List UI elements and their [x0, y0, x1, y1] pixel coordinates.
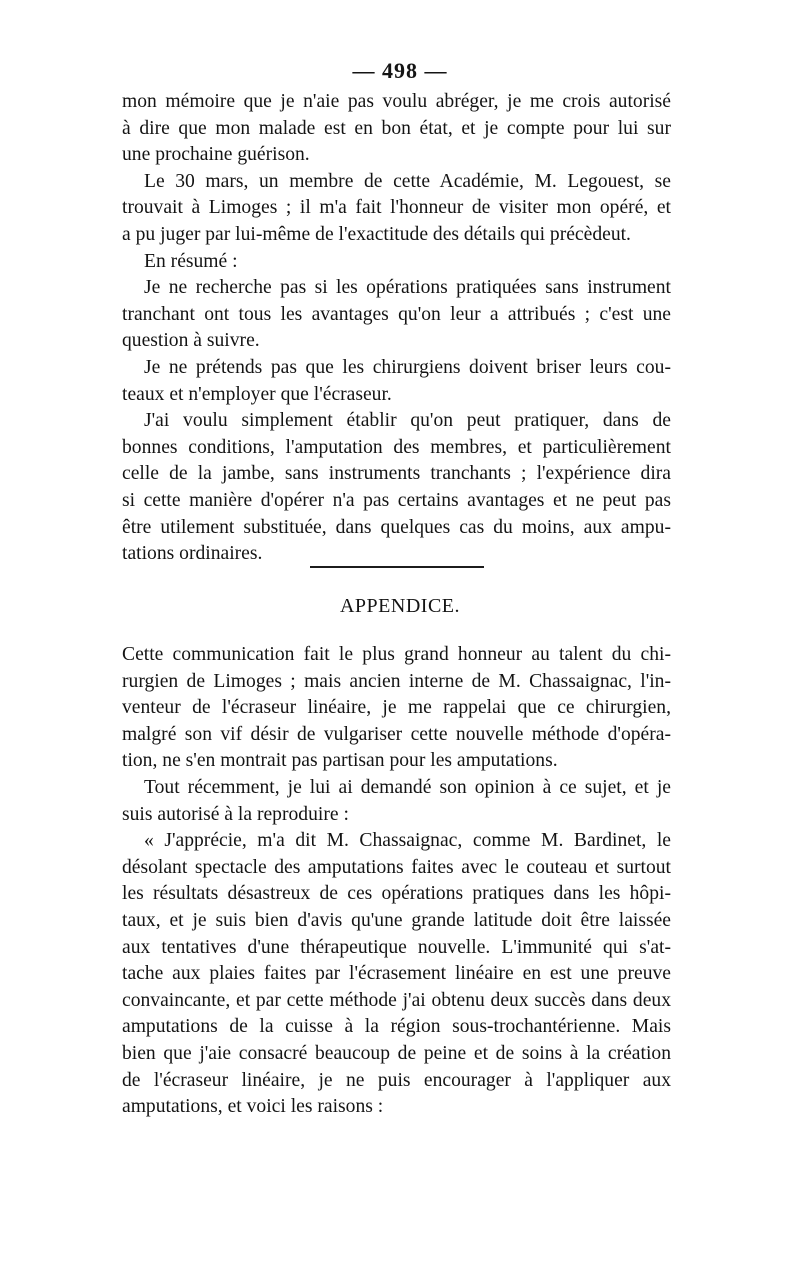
appendix-body-text [122, 642, 671, 1121]
text-line: celle de la jambe, sans instruments tranchants ; l'expérience dira [122, 463, 671, 485]
text-line: mon mémoire que je n'aie pas voulu abréger, je me crois autorisé [122, 91, 671, 112]
text-line: amputations de la cuisse à la région sous-trochantérienne. Mais [122, 1016, 671, 1038]
text-line: suis autorisé à la reproduire : [122, 803, 349, 825]
text-line: aux tentatives d'une thérapeutique nouvelle. L'immunité qui s'at- [122, 936, 671, 958]
text-line: désolant spectacle des amputations faites avec le couteau et surtout [122, 856, 671, 878]
text-line: convaincante, et par cette méthode j'ai obtenu deux succès dans deux [122, 989, 671, 1011]
appendix-heading: APPENDICE. [339, 595, 460, 617]
text-line: tache aux plaies faites par l'écrasement linéaire en est une preuve [122, 963, 671, 985]
text-line: venteur de l'écraseur linéaire, je me rappelai que ce chirurgien, [122, 697, 671, 719]
text-line: les résultats désastreux de ces opérations pratiques dans les hôpi- [122, 883, 671, 905]
text-line: tations ordinaires. [122, 543, 263, 565]
text-line: bonnes conditions, l'amputation des membres, et particulièrement [122, 436, 671, 458]
text-line: si cette manière d'opérer n'a pas certains avantages et ne peut pas [122, 489, 671, 511]
text-line: bien que j'aie consacré beaucoup de peine et de soins à la création [122, 1042, 671, 1064]
text-line: Tout récemment, je lui ai demandé son opinion à ce sujet, et je [144, 776, 671, 798]
text-line: Cette communication fait le plus grand honneur au talent du chi- [122, 644, 671, 665]
text-line: « J'apprécie, m'a dit M. Chassaignac, comme M. Bardinet, le [144, 830, 671, 852]
text-line: trouvait à Limoges ; il m'a fait l'honneur de visiter mon opéré, et [122, 197, 671, 219]
text-line: être utilement substituée, dans quelques cas du moins, aux ampu- [122, 516, 671, 538]
text-line: à dire que mon malade est en bon état, et je compte pour lui sur [122, 117, 671, 139]
text-line: a pu juger par lui-même de l'exactitude des détails qui précèdeut. [122, 223, 631, 245]
text-line: taux, et je suis bien d'avis qu'une grande latitude doit être laissée [122, 909, 671, 931]
text-line: teaux et n'employer que l'écraseur. [122, 383, 392, 405]
text-line: question à suivre. [122, 330, 260, 352]
text-line: malgré son vif désir de vulgariser cette nouvelle méthode d'opéra- [122, 723, 671, 745]
text-line: une prochaine guérison. [122, 144, 310, 166]
text-line: Je ne recherche pas si les opérations pratiquées sans instrument [144, 277, 671, 299]
text-line: J'ai voulu simplement établir qu'on peut pratiquer, dans de [144, 410, 671, 432]
text-line: tion, ne s'en montrait pas partisan pour les amputations. [122, 750, 558, 772]
text-line: Je ne prétends pas que les chirurgiens doivent briser leurs cou- [144, 356, 671, 378]
page-number: — 498 — [352, 58, 448, 83]
body-text-before-appendix [122, 89, 671, 568]
text-line: Le 30 mars, un membre de cette Académie, M. Legouest, se [144, 170, 671, 192]
text-line: En résumé : [144, 250, 238, 272]
text-line: de l'écraseur linéaire, je ne puis encourager à l'appliquer aux [122, 1069, 671, 1091]
text-line: amputations, et voici les raisons : [122, 1096, 384, 1118]
text-line: rurgien de Limoges ; mais ancien interne de M. Chassaignac, l'in- [122, 670, 671, 692]
section-divider-rule [310, 566, 484, 568]
text-line: tranchant ont tous les avantages qu'on leur a attribués ; c'est une [122, 303, 671, 325]
